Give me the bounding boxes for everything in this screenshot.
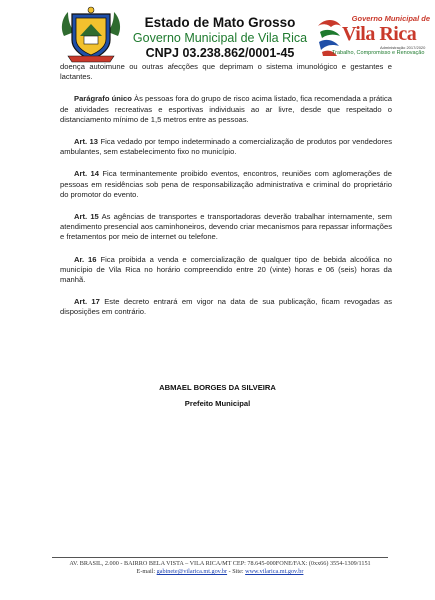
article-text: Fica vedado por tempo indeterminado a comercialização de produtos por vendedores ambulantes, sem estabelecimento fixo no município. xyxy=(60,137,392,157)
paragraph-continuation xyxy=(60,62,392,82)
header-text-block xyxy=(125,15,315,61)
article-15 xyxy=(60,212,392,243)
site-link[interactable]: www.vilarica.mt.gov.br xyxy=(245,568,304,575)
paragraph-label: Parágrafo único xyxy=(74,94,132,104)
header-title: Estado de Mato Grosso xyxy=(144,15,296,30)
header-cnpj: CNPJ 03.238.862/0001-45 xyxy=(145,46,295,60)
footer-contacts xyxy=(40,568,400,576)
article-16 xyxy=(60,255,392,286)
article-label: Art. 15 xyxy=(74,212,99,222)
signatory-name: ABMAEL BORGES DA SILVEIRA xyxy=(159,383,276,392)
footer-address: AV. BRASIL, 2.000 - BAIRRO BELA VISTA – VILA RICA/MT CEP: 78.645-000FONE/FAX: (0xx66) 3554-1309/1151 xyxy=(69,560,371,567)
decree-body xyxy=(60,62,392,330)
email-label: E-mail: xyxy=(136,568,157,575)
page-header xyxy=(0,0,435,70)
footer-divider xyxy=(52,557,388,558)
logo-top-text: Governo Municipal de xyxy=(351,14,430,23)
article-13 xyxy=(60,137,392,157)
signatory-role: Prefeito Municipal xyxy=(184,399,251,408)
paragraph-text: doença autoimune ou outras afecções que deprimam o sistema imunológico e gestantes e lactantes. xyxy=(60,62,392,82)
email-link[interactable]: gabinete@vilarica.mt.gov.br xyxy=(156,568,228,575)
page-footer xyxy=(40,560,400,576)
header-subtitle: Governo Municipal de Vila Rica xyxy=(132,31,308,45)
logo-city-name: Vila Rica xyxy=(342,23,417,45)
article-label: Ar. 16 xyxy=(74,254,97,264)
paragraph-unique xyxy=(60,94,392,125)
article-14 xyxy=(60,169,392,200)
article-label: Art. 14 xyxy=(74,169,99,179)
logo-slogan: Trabalho, Compromisso e Renovação xyxy=(332,50,425,56)
coat-of-arms-icon xyxy=(58,6,124,64)
article-text: Fica proibida a venda e comercialização de qualquer tipo de bebida alcoólica no município de Vila Rica no horário compreendido entre 20 (vinte) horas e 06 (seis) horas da manhã. xyxy=(60,254,392,285)
article-label: Art. 17 xyxy=(74,297,100,307)
article-text: Este decreto entrará em vigor na data de sua publicação, ficam revogadas as disposições em contrário. xyxy=(60,297,393,317)
article-text: Fica terminantemente proibido eventos, encontros, reuniões com aglomerações de pessoas em residências sob pena de responsabilização administrativa e criminal do proprietário do promotor do evento. xyxy=(60,169,393,199)
municipal-logo xyxy=(312,14,430,62)
article-text: As agências de transportes e transportadoras deverão trabalhar internamente, sem atendimento presencial aos caminhoneiros, devendo criar mecanismos para repassar informações e fretamentos por meio de internet ou telefone. xyxy=(60,212,392,242)
article-17 xyxy=(60,297,392,317)
paragraph-text: Às pessoas fora do grupo de risco acima listado, fica recomendada a prática de atividades recreativas e esportivas individuais ao ar livre, desde que respeitado o distanciamento mínimo de 1,5 metros entre as pessoas. xyxy=(60,94,393,124)
site-label: - Site: xyxy=(227,568,246,575)
logo-administration: Administração 2017/2020 xyxy=(380,45,426,50)
article-label: Art. 13 xyxy=(74,137,98,147)
